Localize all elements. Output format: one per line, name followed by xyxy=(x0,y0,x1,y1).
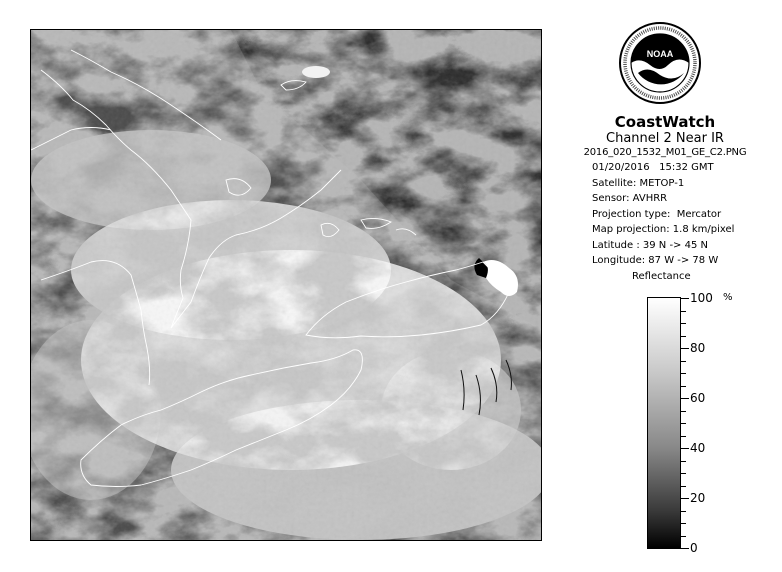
colorbar-minor-tick xyxy=(680,373,686,374)
colorbar-major-tick xyxy=(680,398,689,399)
colorbar-minor-tick xyxy=(680,473,686,474)
date-time: 01/20/2016 15:32 GMT xyxy=(592,162,714,173)
colorbar xyxy=(647,297,681,549)
image-grain xyxy=(31,30,542,541)
noaa-emblem xyxy=(618,13,702,111)
colorbar-minor-tick xyxy=(680,511,686,512)
satellite-label: Satellite: METOP-1 xyxy=(592,177,685,189)
projection-type-label: Projection type: Mercator xyxy=(592,208,722,220)
colorbar-minor-tick xyxy=(680,411,686,412)
colorbar-minor-tick xyxy=(680,311,686,312)
colorbar-minor-tick xyxy=(680,336,686,337)
colorbar-minor-tick xyxy=(680,361,686,362)
colorbar-label: 60 xyxy=(690,391,706,405)
info-panel xyxy=(560,113,770,269)
map-projection-label: Map projection: 1.8 km/pixel xyxy=(592,224,735,235)
latitude-label: Latitude : 39 N -> 45 N xyxy=(592,239,708,251)
satellite-image xyxy=(30,29,542,541)
satellite-map-svg xyxy=(31,30,542,541)
colorbar-major-tick xyxy=(680,448,689,449)
colorbar-minor-tick xyxy=(680,523,686,524)
logo-text: NOAA xyxy=(646,49,674,59)
colorbar-major-tick xyxy=(680,498,689,499)
colorbar-major-tick xyxy=(680,298,689,299)
sensor-label: Sensor: AVHRR xyxy=(592,193,668,204)
colorbar-label: 100 xyxy=(690,291,713,305)
colorbar-label: 40 xyxy=(690,441,706,455)
colorbar-title: Reflectance xyxy=(632,271,691,282)
channel-label: Channel 2 Near IR xyxy=(606,131,724,146)
product-title: CoastWatch xyxy=(614,113,716,131)
longitude-label: Longitude: 87 W -> 78 W xyxy=(592,255,719,266)
bright-patch-north xyxy=(302,66,330,78)
colorbar-label: 80 xyxy=(690,341,706,355)
colorbar-minor-tick xyxy=(680,461,686,462)
colorbar-minor-tick xyxy=(680,323,686,324)
colorbar-unit: % xyxy=(723,292,733,303)
colorbar-minor-tick xyxy=(680,423,686,424)
colorbar-label: 0 xyxy=(690,541,698,555)
file-name: 2016_020_1532_M01_GE_C2.PNG xyxy=(583,147,747,158)
colorbar-minor-tick xyxy=(680,486,686,487)
colorbar-label: 20 xyxy=(690,491,706,505)
colorbar-major-tick xyxy=(680,548,689,549)
colorbar-minor-tick xyxy=(680,386,686,387)
noaa-logo xyxy=(618,13,702,111)
colorbar-major-tick xyxy=(680,348,689,349)
colorbar-minor-tick xyxy=(680,436,686,437)
colorbar-minor-tick xyxy=(680,536,686,537)
